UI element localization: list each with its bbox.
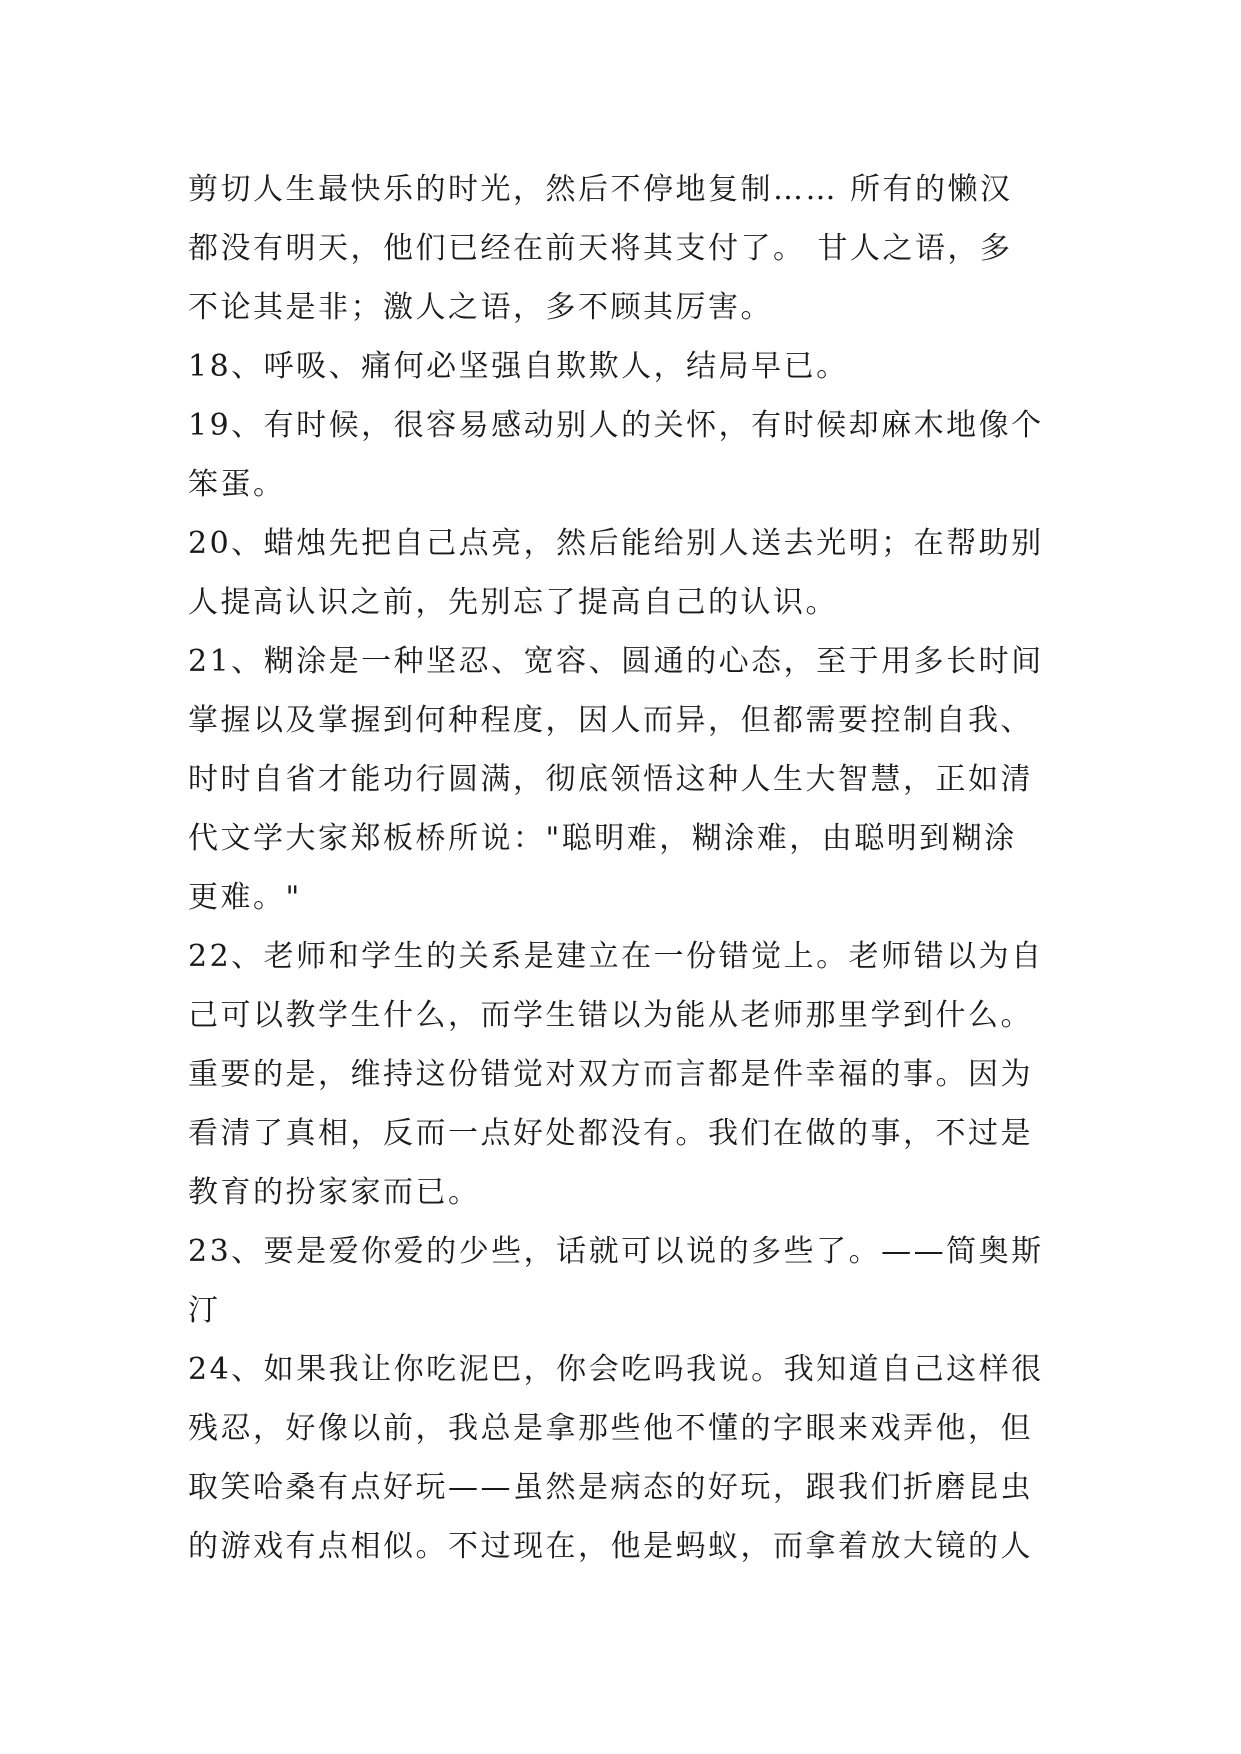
text-line: 22、老师和学生的关系是建立在一份错觉上。老师错以为自	[188, 939, 1044, 974]
text-line: 汀	[188, 1293, 221, 1328]
text-line: 残忍，好像以前，我总是拿那些他不懂的字眼来戏弄他，但	[188, 1411, 1033, 1446]
text-line: 时时自省才能功行圆满，彻底领悟这种人生大智慧，正如清	[188, 762, 1033, 797]
text-line: 19、有时候，很容易感动别人的关怀，有时候却麻木地像个	[188, 408, 1044, 443]
text-line: 剪切人生最快乐的时光，然后不停地复制…… 所有的懒汉	[188, 172, 1013, 207]
text-line: 都没有明天，他们已经在前天将其支付了。 甘人之语，多	[188, 231, 1013, 266]
text-line: 18、呼吸、痛何必坚强自欺欺人，结局早已。	[188, 349, 849, 384]
text-line: 21、糊涂是一种坚忍、宽容、圆通的心态，至于用多长时间	[188, 644, 1044, 679]
text-line: 笨蛋。	[188, 467, 286, 502]
text-line: 人提高认识之前，先别忘了提高自己的认识。	[188, 585, 838, 620]
text-line: 24、如果我让你吃泥巴，你会吃吗我说。我知道自己这样很	[188, 1352, 1044, 1387]
text-line: 己可以教学生什么，而学生错以为能从老师那里学到什么。	[188, 998, 1033, 1033]
text-line: 重要的是，维持这份错觉对双方而言都是件幸福的事。因为	[188, 1057, 1033, 1092]
text-line: 代文学大家郑板桥所说："聪明难，糊涂难，由聪明到糊涂	[188, 821, 1017, 856]
text-line: 更难。"	[188, 880, 302, 915]
document-body	[188, 160, 1078, 1576]
text-line: 看清了真相，反而一点好处都没有。我们在做的事，不过是	[188, 1116, 1033, 1151]
text-line: 不论其是非；激人之语，多不顾其厉害。	[188, 290, 773, 325]
text-line: 20、蜡烛先把自己点亮，然后能给别人送去光明；在帮助别	[188, 526, 1044, 561]
text-line: 掌握以及掌握到何种程度，因人而异，但都需要控制自我、	[188, 703, 1033, 738]
text-line: 取笑哈桑有点好玩——虽然是病态的好玩，跟我们折磨昆虫	[188, 1470, 1033, 1505]
text-line: 的游戏有点相似。不过现在，他是蚂蚁，而拿着放大镜的人	[188, 1529, 1033, 1564]
text-line: 23、要是爱你爱的少些，话就可以说的多些了。——简奥斯	[188, 1234, 1044, 1269]
text-line: 教育的扮家家而已。	[188, 1175, 481, 1210]
